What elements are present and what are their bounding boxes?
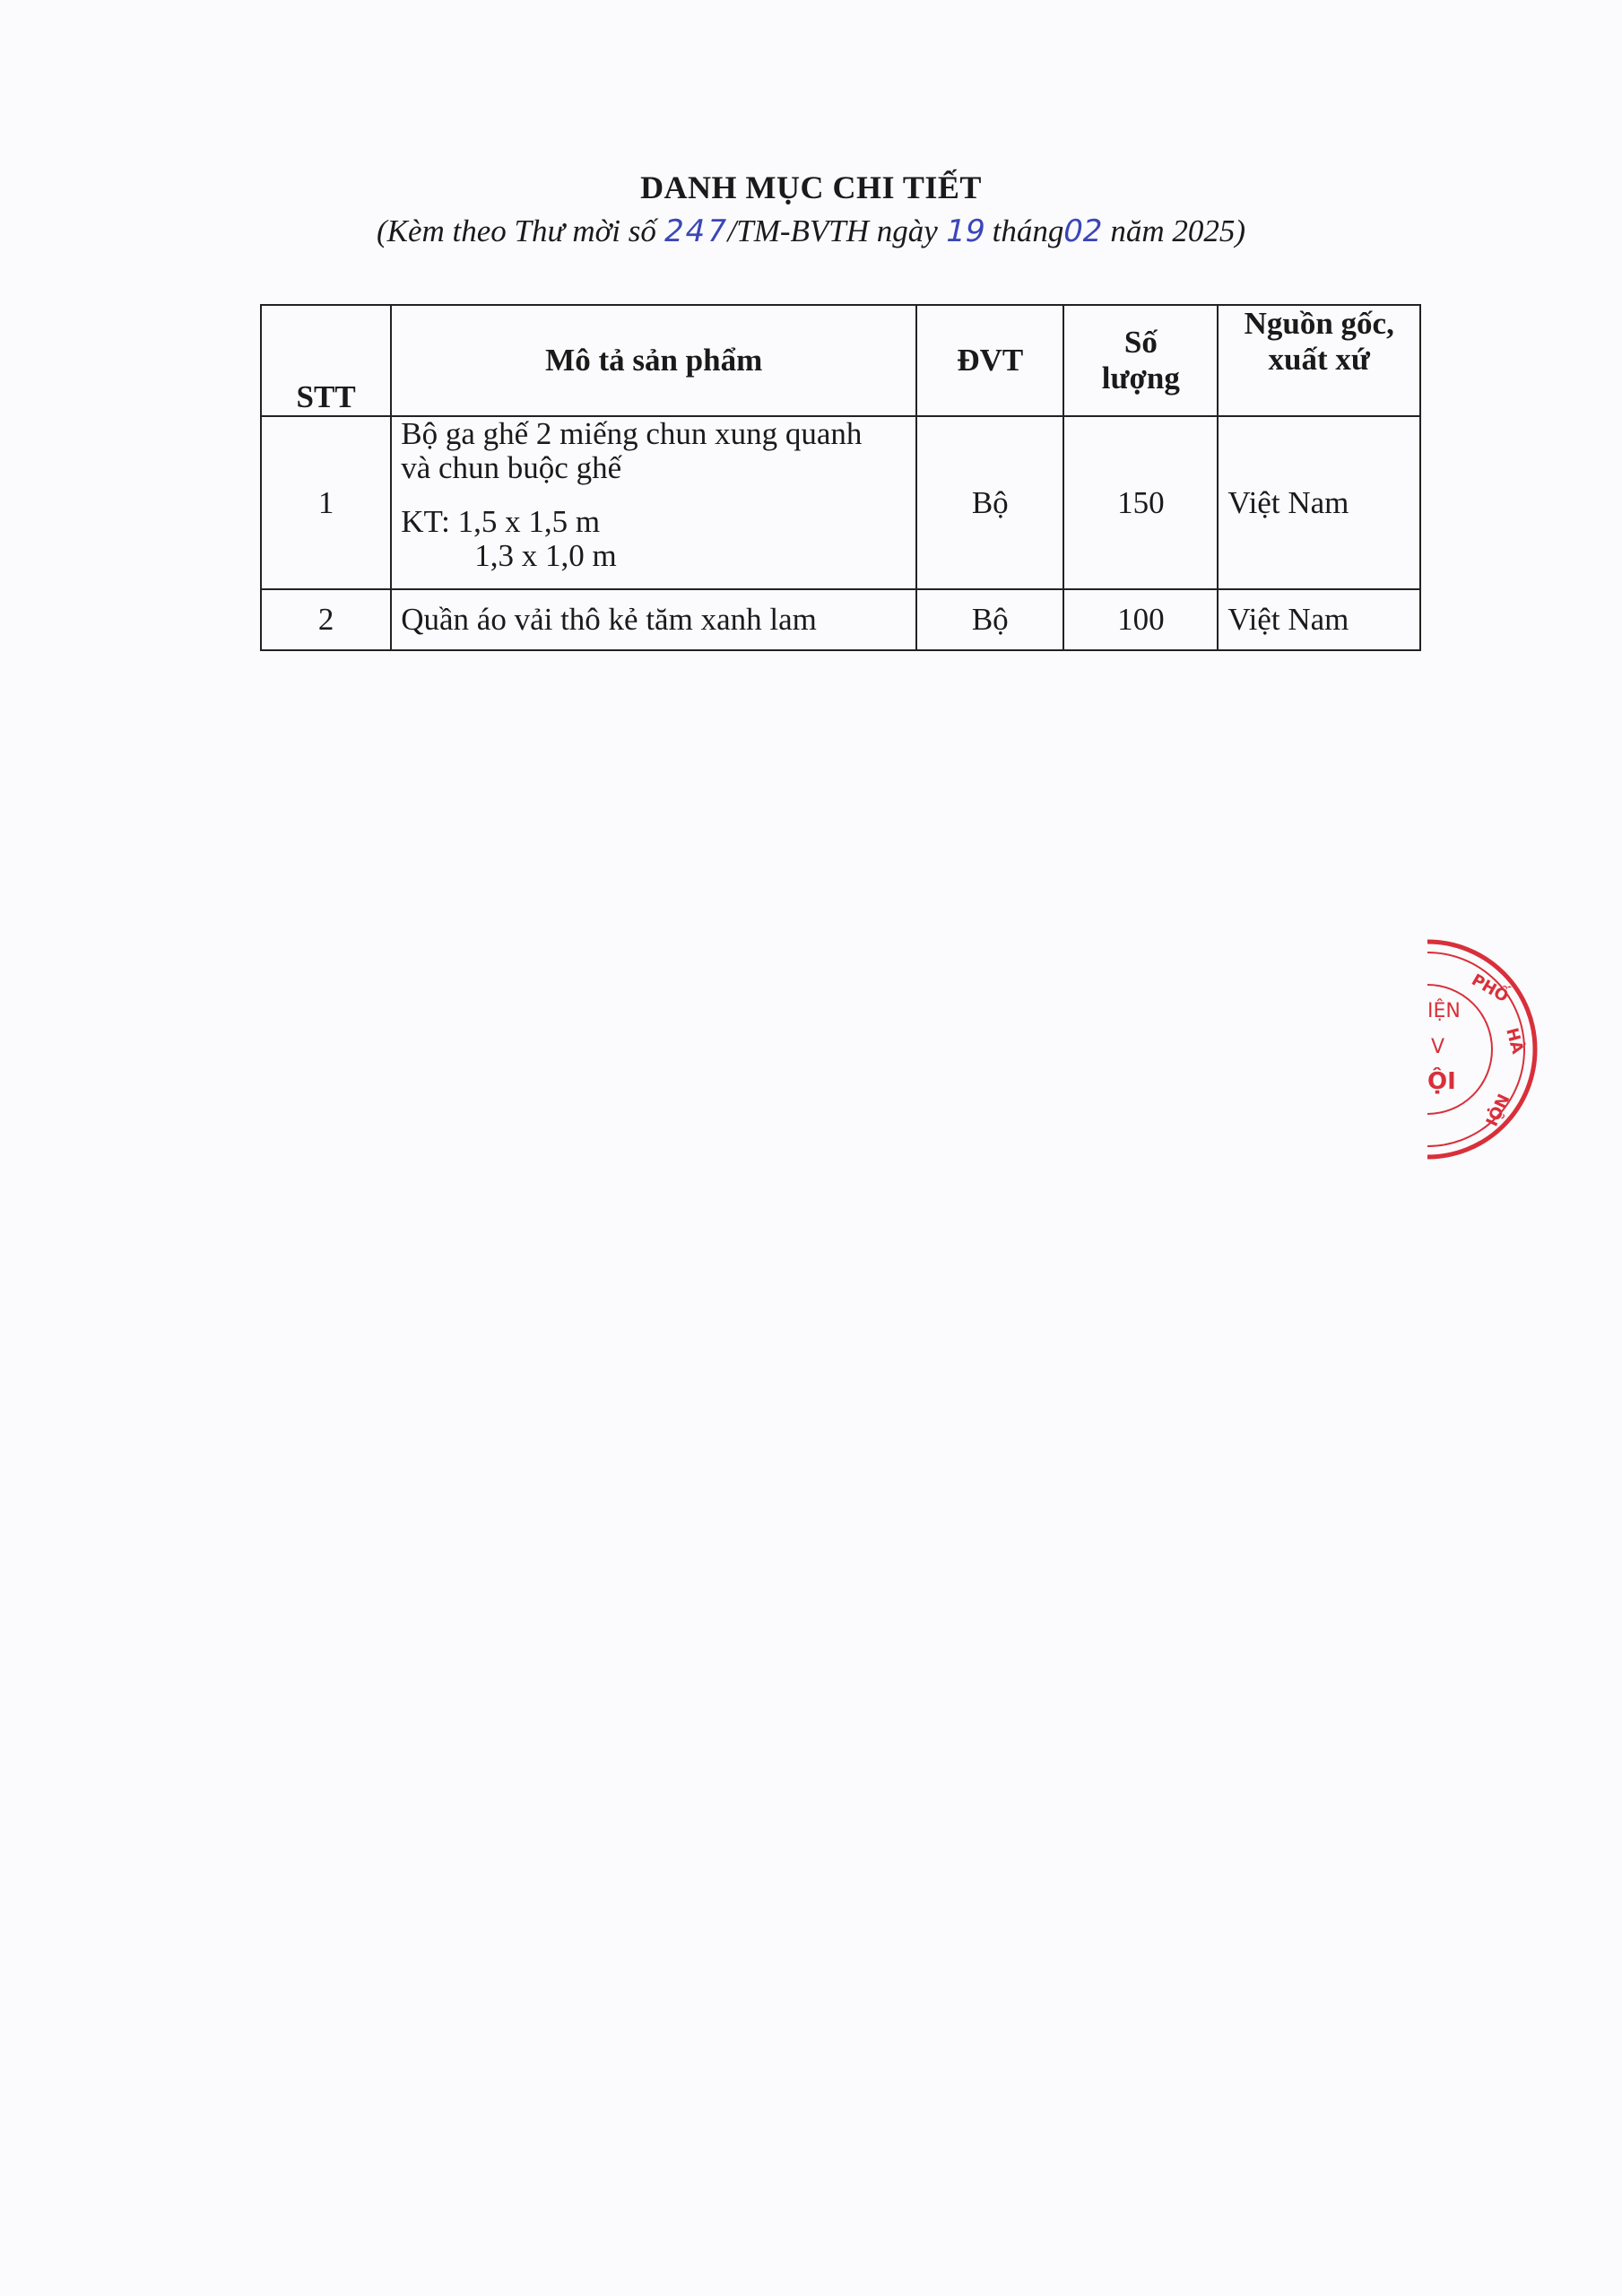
cell-description [391,416,916,589]
cell-quantity: 100 [1063,589,1218,650]
table-row [261,589,1420,650]
red-seal-stamp [1427,924,1544,1175]
header-origin-line1: Nguồn gốc, [1244,306,1394,341]
seal-text-inner3: ỘI [1427,1068,1456,1095]
size-line1: KT: 1,5 x 1,5 m [401,504,601,539]
subtitle-mid1: /TM-BVTH ngày [727,213,946,248]
seal-text-inner1: IỆN [1427,1000,1461,1022]
header-quantity-line2: lượng [1101,361,1180,396]
seal-icon [1427,924,1544,1175]
seal-text-top: PHỐ [1468,970,1512,1007]
cell-unit: Bộ [916,416,1063,589]
cell-unit: Bộ [916,589,1063,650]
table-header-row [261,305,1420,416]
document-title: DANH MỤC CHI TIẾT [640,170,982,205]
document-subtitle [0,213,1622,249]
letter-number-handwritten: 247 [660,213,732,249]
desc-line2: và chun buộc ghế [401,450,622,485]
header-description: Mô tả sản phẩm [391,305,916,416]
header-quantity-line1: Số [1123,325,1158,360]
header-quantity [1063,305,1218,416]
day-handwritten: 19 [941,213,989,249]
size-line2: 1,3 x 1,0 m [474,538,617,573]
header-origin [1218,305,1420,416]
header-stt: STT [261,305,391,416]
table-row [261,416,1420,589]
desc-line1: Bộ ga ghế 2 miếng chun xung quanh [401,416,863,451]
subtitle-prefix: (Kèm theo Thư mời số [376,213,664,248]
seal-text-bottom-right: NỘI [1480,1090,1513,1129]
seal-text-inner2: V [1431,1036,1445,1058]
cell-origin: Việt Nam [1218,416,1420,589]
seal-text-right: HÀ [1502,1025,1527,1057]
cell-description: Quần áo vải thô kẻ tăm xanh lam [391,589,916,650]
cell-quantity: 150 [1063,416,1218,589]
cell-stt: 2 [261,589,391,650]
month-handwritten: 02 [1060,213,1106,249]
subtitle-suffix: năm 2025) [1102,213,1246,248]
product-table [260,304,1421,651]
header-unit: ĐVT [916,305,1063,416]
cell-origin: Việt Nam [1218,589,1420,650]
cell-stt: 1 [261,416,391,589]
subtitle-mid2: tháng [984,213,1064,248]
header-origin-line2: xuất xứ [1268,342,1370,377]
